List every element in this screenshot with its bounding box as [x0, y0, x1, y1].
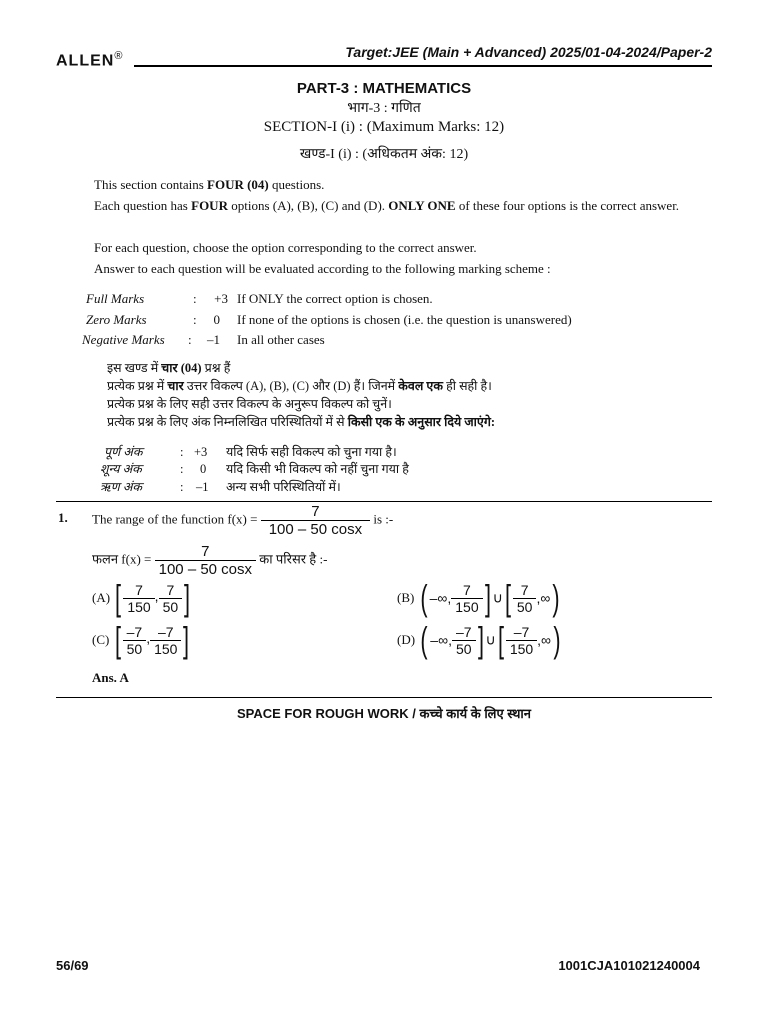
full-marks-desc-hindi: यदि सिर्फ सही विकल्प को चुना गया है।: [226, 445, 397, 459]
paper-target: Target:JEE (Main + Advanced) 2025/01-04-2024/Paper-2: [345, 44, 712, 60]
allen-logo: ALLEN®: [56, 50, 124, 70]
negative-marks-label-hindi: ऋण अंक: [100, 480, 142, 494]
full-marks-label-hindi: पूर्ण अंक: [104, 445, 143, 459]
colon: :: [188, 332, 192, 347]
instruction-line-1: This section contains FOUR (04) questions.: [94, 177, 325, 192]
question-text: The range of the function f(x) = $\frac{7}{100 - 50 \cos x}$ is :-: [92, 503, 394, 538]
full-marks-desc: If ONLY the correct option is chosen.: [237, 291, 433, 306]
paper-code: 1001CJA101021240004: [558, 958, 700, 973]
full-marks-value-hindi: +3: [194, 445, 208, 459]
option-b[interactable]: (B) ( –∞, $\frac{7}{150}$ ] ∪[ $\frac{7}{50}$ ,∞): [397, 577, 560, 618]
instruction-line-4: Answer to each question will be evaluated according to the following marking scheme :: [94, 261, 551, 276]
full-marks-value: +3: [214, 291, 228, 306]
negative-marks-desc: In all other cases: [237, 332, 325, 347]
page-number: 56/69: [56, 958, 89, 973]
hindi-instruction-line-2: प्रत्येक प्रश्न में चार उत्तर विकल्प (A), (B), (C) और (D) हैं। जिनमें केवल एक ही सही है।: [107, 379, 492, 393]
section-title: SECTION-I (i) : (Maximum Marks: 12): [263, 119, 505, 135]
colon: :: [180, 445, 184, 459]
zero-marks-desc: If none of the options is chosen (i.e. the question is unanswered): [237, 312, 572, 327]
hindi-instruction-line-3: प्रत्येक प्रश्न के लिए सही उत्तर विकल्प के अनुरूप विकल्प को चुनें।: [107, 397, 392, 411]
part-title: PART-3 : MATHEMATICS: [296, 80, 472, 97]
option-a[interactable]: (A) [ $\frac{7}{150}$ , $\frac{7}{50}$ ]: [92, 577, 191, 618]
colon: :: [180, 462, 184, 476]
question-text-hindi: फलन f(x) = $\frac{7}{100 - 50 \cos x}$ का परिसर है :-: [92, 543, 328, 578]
zero-marks-value-hindi: 0: [200, 462, 207, 476]
section-divider: [56, 501, 712, 502]
part-title-hindi: भाग-3 : गणित: [347, 101, 421, 116]
option-c[interactable]: (C) [ $\frac{-7}{50}$ , $\frac{-7}{150}$ ]: [92, 619, 190, 660]
section-title-hindi: खण्ड-I (i) : (अधिकतम अंक: 12): [299, 147, 469, 162]
answer-key: Ans. A: [92, 670, 129, 685]
header-rule: [134, 65, 712, 67]
rough-work-label: SPACE FOR ROUGH WORK / कच्चे कार्य के लिए स्थान: [236, 706, 531, 721]
zero-marks-label-hindi: शून्य अंक: [100, 462, 142, 476]
full-marks-label: Full Marks: [86, 291, 145, 306]
hindi-instruction-line-4: प्रत्येक प्रश्न के लिए अंक निम्नलिखित परिस्थितियों में से किसी एक के अनुसार दिये जाएंगे:: [107, 415, 496, 429]
colon: :: [193, 312, 197, 327]
option-d[interactable]: (D) ( –∞, $\frac{-7}{50}$ ] ∪[ $\frac{-7}{150}$ ,∞): [397, 619, 561, 660]
negative-marks-value-hindi: –1: [196, 480, 209, 494]
negative-marks-value: –1: [207, 332, 220, 347]
instruction-line-2: Each question has FOUR options (A), (B), (C) and (D). ONLY ONE of these four options is the correct answer.: [94, 198, 680, 213]
zero-marks-value: 0: [213, 312, 220, 327]
function-fraction: $\frac{7}{100 - 50 \cos x}$: [261, 503, 370, 538]
colon: :: [180, 480, 184, 494]
rough-work-divider: [56, 697, 712, 698]
zero-marks-desc-hindi: यदि किसी भी विकल्प को नहीं चुना गया है: [226, 462, 409, 476]
negative-marks-desc-hindi: अन्य सभी परिस्थितियों में।: [226, 480, 341, 494]
question-number: 1.: [58, 510, 68, 525]
colon: :: [193, 291, 197, 306]
function-fraction-hindi: $\frac{7}{100 - 50 \cos x}$: [155, 543, 256, 578]
negative-marks-label: Negative Marks: [82, 332, 165, 347]
hindi-instruction-line-1: इस खण्ड में चार (04) प्रश्न हैं: [107, 361, 231, 375]
instruction-line-3: For each question, choose the option corresponding to the correct answer.: [94, 240, 477, 255]
zero-marks-label: Zero Marks: [86, 312, 147, 327]
